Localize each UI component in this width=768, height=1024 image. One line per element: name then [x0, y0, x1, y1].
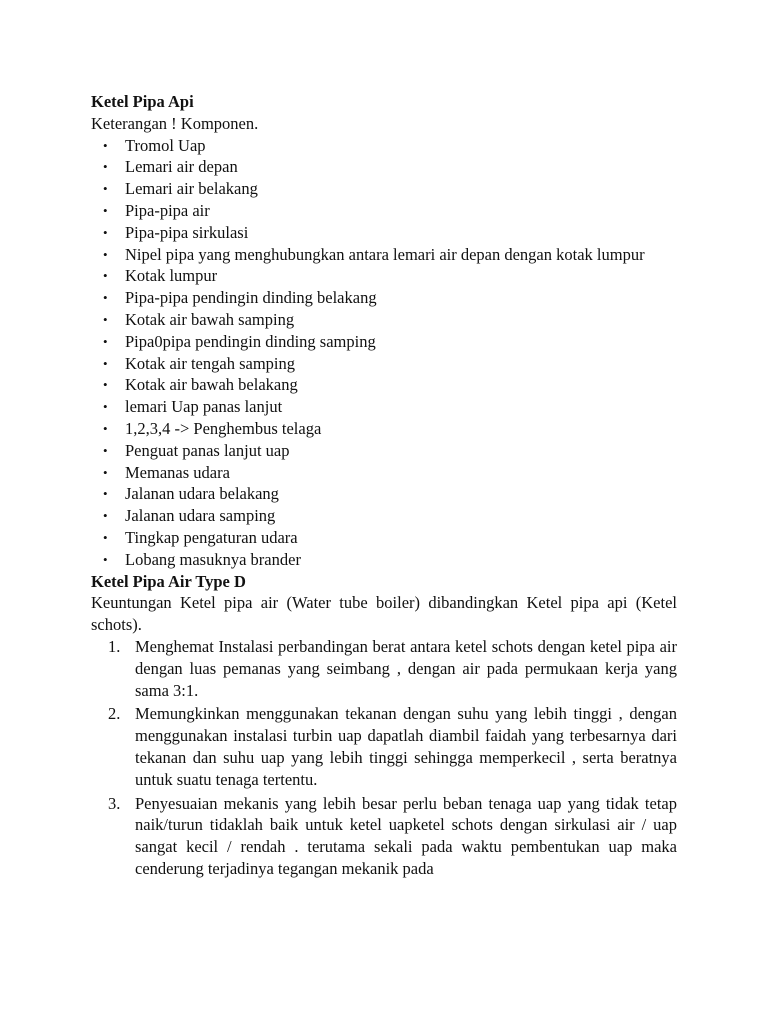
numbered-item	[108, 636, 677, 701]
list-item: • Jalanan udara samping	[125, 505, 677, 527]
component-list	[91, 135, 677, 571]
section-title-ketel-pipa-api: Ketel Pipa Api	[91, 92, 194, 111]
list-item: • Lobang masuknya brander	[125, 549, 677, 571]
numbered-item	[108, 703, 677, 790]
list-item: • Lemari air depan	[125, 156, 677, 178]
advantages-list	[91, 636, 677, 880]
list-item: • Kotak air bawah belakang	[125, 374, 677, 396]
item-text: Menghemat Instalasi perbandingan berat antara ketel schots dengan ketel pipa air dengan luas pemanas yang seimbang , dengan air pada permukaan kerja yang sama 3:1.	[135, 636, 677, 700]
components-caption: Keterangan ! Komponen.	[91, 113, 259, 133]
section-title-ketel-pipa-air: Ketel Pipa Air Type D	[91, 571, 246, 591]
list-item: • Tingkap pengaturan udara	[125, 527, 677, 549]
numbered-item	[108, 793, 677, 880]
list-item: • Pipa0pipa pendingin dinding samping	[125, 331, 677, 353]
list-item: • Tromol Uap	[125, 135, 677, 157]
item-number: 3.	[108, 793, 121, 813]
list-item: • Pipa-pipa pendingin dinding belakang	[125, 287, 677, 309]
list-item: • Kotak lumpur	[125, 265, 677, 287]
list-item: • Penguat panas lanjut uap	[125, 440, 677, 462]
list-item: • Pipa-pipa sirkulasi	[125, 222, 677, 244]
list-item: • Lemari air belakang	[125, 178, 677, 200]
item-number: 2.	[108, 704, 121, 724]
item-text: Penyesuaian mekanis yang lebih besar perlu beban tenaga uap yang tidak tetap naik/turun tidaklah baik untuk ketel uapketel schots dengan sirkulasi air / uap sangat kecil / rendah . terutama sekali pada waktu pembentukan uap maka cenderung terjadinya tegangan mekanik pada	[135, 793, 677, 878]
item-number: 1.	[108, 636, 121, 656]
advantages-intro: Keuntungan Ketel pipa air (Water tube boiler) dibandingkan Ketel pipa api (Ketel schots).	[91, 593, 677, 635]
item-text: Memungkinkan menggunakan tekanan dengan suhu yang lebih tinggi , dengan menggunakan instalasi turbin uap dapatlah diambil faidah yang terbesarnya dari tekanan dan suhu uap yang lebih tinggi sehingga memperkecil , serta beratnya untuk suatu tenaga tertentu.	[135, 704, 677, 789]
list-item: • Nipel pipa yang menghubungkan antara lemari air depan dengan kotak lumpur	[125, 244, 677, 266]
document-page	[91, 91, 677, 882]
list-item: • Pipa-pipa air	[125, 200, 677, 222]
list-item: • Memanas udara	[125, 462, 677, 484]
list-item: • Kotak air bawah samping	[125, 309, 677, 331]
list-item: • Kotak air tengah samping	[125, 353, 677, 375]
list-item: • Jalanan udara belakang	[125, 483, 677, 505]
list-item: • 1,2,3,4 -> Penghembus telaga	[125, 418, 677, 440]
list-item: • lemari Uap panas lanjut	[125, 396, 677, 418]
